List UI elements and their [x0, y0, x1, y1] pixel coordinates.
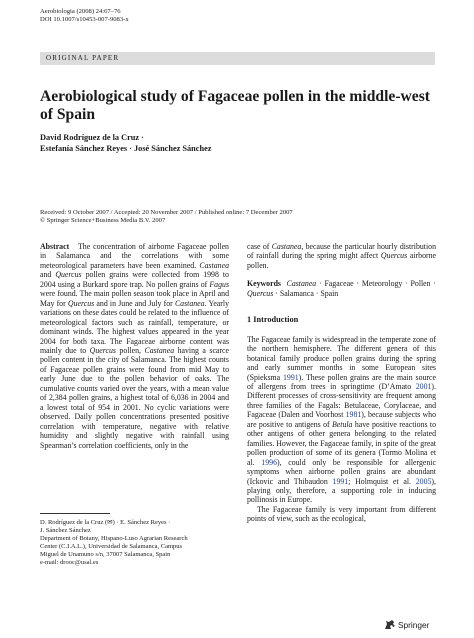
abstract-text-1: The concentration of airborne Fagaceae pollen in Salamanca and the correlations with some meteorological parameters have been examined.	[40, 242, 229, 270]
author-list	[40, 132, 435, 154]
taxon-fagus: Fagus	[209, 279, 229, 289]
abstract-text-4: and in June and July for	[94, 298, 175, 308]
intro-text-1: The Fagaceae family is widespread in the temperate zone of the northern hemisphere. The different genera of this botanical family produce pollen grains during the spring and early summer months in some European sites (Spieksma	[247, 334, 436, 382]
introduction-paragraph-1	[247, 335, 436, 505]
intro-text-4: ), because subjects who are positive to antigens of	[247, 410, 436, 429]
intro-text-3: ). Different processes of cross-sensitivity are frequent among three families of the Fagals: Betulaceae, Corylaceae, and Fagaceae (Dalen and Voorhost	[247, 381, 436, 420]
affiliation-department: Department of Botany, Hispano-Luso Agrarian Research	[40, 535, 188, 542]
authors-line-1: David Rodríguez de la Cruz ·	[40, 133, 144, 142]
keywords	[247, 279, 436, 298]
taxon-castanea: Castanea	[271, 242, 302, 251]
abstract-text-6: pollen,	[115, 345, 145, 355]
affiliation-authors-2: J. Sánchez Sánchez	[40, 527, 91, 534]
taxon-quercus: Quercus	[55, 270, 82, 280]
citation-link[interactable]: 1991	[332, 476, 349, 486]
article-type-label: ORIGINAL PAPER	[46, 54, 120, 62]
copyright-line: © Springer Science+Business Media B.V. 2007	[40, 217, 166, 225]
footnote-divider	[40, 513, 110, 514]
taxon-castanea: Castanea	[144, 345, 175, 355]
keyword-quercus: Quercus	[247, 288, 274, 298]
keyword-castanea: Castanea	[286, 279, 317, 289]
citation-link[interactable]: 1981	[345, 410, 362, 420]
doi[interactable]: DOI 10.1007/s10453-007-9083-x	[40, 16, 129, 24]
taxon-betula: Betula	[332, 419, 353, 429]
abstract-column	[40, 242, 229, 450]
affiliation-email[interactable]: e-mail: drooc@usal.es	[40, 559, 99, 566]
taxon-quercus: Quercus	[380, 251, 408, 261]
abstract-cont-text-1: case of	[247, 242, 272, 251]
intro-text-7: ; Holmquist et al.	[348, 476, 416, 486]
journal-citation	[40, 8, 129, 25]
abstract-text-3: were found. The main pollen season took place in April and May for	[40, 289, 229, 308]
citation-link[interactable]: 2005	[415, 476, 432, 486]
paper-title: Aerobiological study of Fagaceae pollen in the middle-west of Spain	[40, 88, 430, 123]
publisher-logo	[384, 619, 429, 630]
abstract-cont-text-2: , because the particular hourly distribution of rainfall during the spring might affect	[247, 242, 437, 261]
article-type-banner	[40, 52, 435, 65]
abstract-text-and: and	[40, 270, 56, 280]
keywords-label: Keywords	[247, 279, 281, 289]
citation-link[interactable]: 1991	[282, 372, 299, 382]
abstract-label: Abstract	[40, 242, 70, 251]
intro-text-8: ), playing only, therefore, a supporting role in inducing pollinosis in Europe.	[247, 476, 436, 505]
received-dates: Received: 9 October 2007 / Accepted: 20 November 2007 / Published online: 7 December 2007	[40, 209, 293, 216]
abstract-cont-text-3: airborne pollen.	[247, 251, 437, 270]
abstract-continuation	[247, 242, 436, 270]
affiliation-center: Center (C.I.A.L.), Universidad de Salamanca, Campus	[40, 543, 183, 550]
publication-history	[40, 209, 435, 226]
affiliation-block	[40, 519, 229, 567]
abstract-text-2: pollen grains were collected from 1998 to 2004 using a Burkard spore trap. No pollen grains of	[40, 270, 229, 289]
taxon-castanea: Castanea	[199, 260, 229, 270]
affiliation-authors: D. Rodríguez de la Cruz (✉) · E. Sánchez Reyes ·	[40, 519, 171, 526]
abstract-paragraph	[40, 242, 229, 450]
intro-text-5: have positive reactions to other antigens of other genera belonging to the related families. However, the Fagaceae family, in spite of the great pollen production of some of its genera (Tormo Molina et al.	[247, 419, 436, 467]
taxon-quercus: Quercus	[67, 298, 95, 308]
springer-horse-icon	[384, 619, 396, 630]
journal-issue: Aerobiologia (2008) 24:67–76	[40, 8, 121, 15]
taxon-quercus: Quercus	[89, 345, 116, 355]
intro-text-2: ). These pollen grains are the main source of allergens from trees in springtime (D’Amato	[247, 372, 436, 391]
abstract-text-7: having a scarce pollen content in the city of Salamanca. The highest counts of Fagaceae pollen grains were found from mid May to early June due to the pollen behavior of oaks. The cumulative counts varied over the years, with a mean value of 2,384 pollen grains, a highest total of 6,036 in 2004 and a lowest total of 954 in 2001. No cyclic variations were observed. Daily pollen concentrations presented positive correlation with temperature, negative with relative humidity and slightly negative with rainfall using Spearman’s correlation coefficients, only in the	[40, 345, 229, 450]
keywords-list-1: · Fagaceae · Meteorology · Pollen ·	[316, 279, 436, 289]
section-heading-introduction: 1 Introduction	[247, 315, 299, 325]
authors-line-2: Estefanía Sánchez Reyes · José Sánchez Sánchez	[40, 144, 212, 153]
citation-link[interactable]: 2001	[415, 381, 432, 391]
publisher-name: Springer	[398, 620, 430, 630]
keywords-list-2: · Salamanca · Spain	[273, 288, 339, 298]
introduction-paragraph-2: The Fagaceae family is very important from different points of view, such as the ecological,	[247, 504, 436, 524]
citation-link[interactable]: 1996	[261, 457, 277, 467]
intro-text-6: ), could only be responsible for allergenic symptoms when airborne pollen grains are abundant (Ickovic and Thibaudon	[247, 457, 436, 486]
abstract-text-5: . Yearly variations on these dates could be related to the influence of meteorological factors such as rainfall, temperature, or dominant winds. The highest values appeared in the year 2004 for both taxa. The Fagaceae airborne content was mainly due to	[40, 298, 229, 355]
affiliation-address: Miguel de Unamuno s/n, 37007 Salamanca, Spain	[40, 551, 171, 558]
right-column	[247, 242, 436, 524]
taxon-castanea: Castanea	[174, 298, 205, 308]
